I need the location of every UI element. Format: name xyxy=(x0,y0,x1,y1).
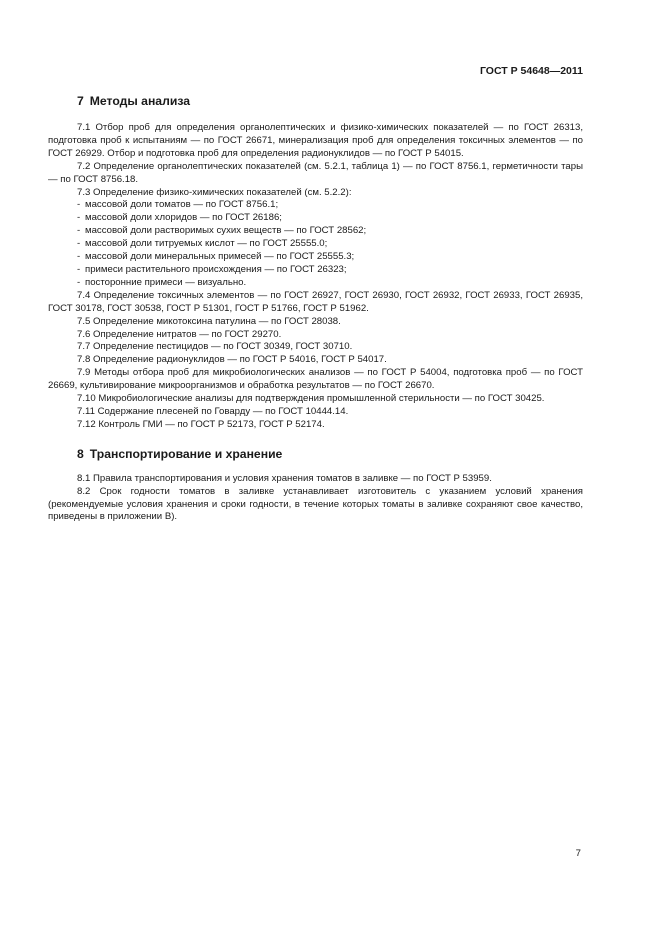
clause-7-12: 7.12 Контроль ГМИ — по ГОСТ Р 52173, ГОСТ Р 52174. xyxy=(77,418,325,430)
section-8-heading xyxy=(48,446,583,462)
clause-8-1: 8.1 Правила транспортирования и условия хранения томатов в заливке — по ГОСТ Р 53959. xyxy=(77,472,492,484)
clause-7-7: 7.7 Определение пестицидов — по ГОСТ 30349, ГОСТ 30710. xyxy=(77,341,353,353)
page-content xyxy=(48,93,583,524)
list-item: - посторонние примеси — визуально. xyxy=(77,277,583,290)
clause-7-1: 7.1 Отбор проб для определения органолептических и физико-химических показателей — по ГОСТ 26313, подготовка проб к испытаниям — по ГОСТ 26671, минерализация проб для определения токсичных элементов — по ГОСТ 26929. Отбор и подготовка проб для определения радионуклидов — по ГОСТ Р 54015. xyxy=(48,122,583,159)
section-8-title: Транспортирование и хранение xyxy=(89,446,283,461)
clause-7-2: 7.2 Определение органолептических показателей (см. 5.2.1, таблица 1) — по ГОСТ 8756.1, герметичности тары — по ГОСТ 8756.18. xyxy=(48,160,583,185)
clause-7-3-list xyxy=(48,199,583,289)
section-8-number: 8 xyxy=(77,446,84,461)
list-item: - массовой доли титруемых кислот — по ГОСТ 25555.0; xyxy=(77,238,583,251)
document-code-header: ГОСТ Р 54648—2011 xyxy=(479,65,583,77)
clause-7-10: 7.10 Микробиологические анализы для подтверждения промышленной стерильности — по ГОСТ 30425. xyxy=(77,393,545,405)
clause-8-2: 8.2 Срок годности томатов в заливке устанавливает изготовитель с указанием условий хранения (рекомендуемые условия хранения и сроки годности, в течение которых томаты в заливке сохраняют свое качество, приведены в приложении В). xyxy=(48,485,583,523)
list-item: - массовой доли томатов — по ГОСТ 8756.1; xyxy=(77,199,583,212)
clause-7-3: 7.3 Определение физико-химических показателей (см. 5.2.2): xyxy=(77,186,352,198)
section-7-title: Методы анализа xyxy=(89,94,191,108)
list-item: - массовой доли минеральных примесей — по ГОСТ 25555.3; xyxy=(77,251,583,264)
list-item: - примеси растительного происхождения — по ГОСТ 26323; xyxy=(77,264,583,277)
clause-7-9: 7.9 Методы отбора проб для микробиологических анализов — по ГОСТ Р 54004, подготовка проб — по ГОСТ 26669, культивирование микроорганизмов и обработка результатов — по ГОСТ 26670. xyxy=(48,367,583,392)
list-item: - массовой доли растворимых сухих веществ — по ГОСТ 28562; xyxy=(77,225,583,238)
clause-7-4: 7.4 Определение токсичных элементов — по ГОСТ 26927, ГОСТ 26930, ГОСТ 26932, ГОСТ 26933, ГОСТ 26935, ГОСТ 30178, ГОСТ 30538, ГОСТ Р 51301, ГОСТ Р 51766, ГОСТ Р 51962. xyxy=(48,289,583,314)
clause-7-6: 7.6 Определение нитратов — по ГОСТ 29270. xyxy=(77,328,282,340)
clause-7-11: 7.11 Содержание плесеней по Говарду — по ГОСТ 10444.14. xyxy=(77,405,349,417)
section-7-heading xyxy=(48,93,583,109)
clause-7-5: 7.5 Определение микотоксина патулина — по ГОСТ 28038. xyxy=(77,315,341,327)
section-7-number: 7 xyxy=(77,94,84,108)
page-number: 7 xyxy=(575,848,581,859)
clause-7-8: 7.8 Определение радионуклидов — по ГОСТ Р 54016, ГОСТ Р 54017. xyxy=(77,354,387,366)
list-item: - массовой доли хлоридов — по ГОСТ 26186; xyxy=(77,212,583,225)
